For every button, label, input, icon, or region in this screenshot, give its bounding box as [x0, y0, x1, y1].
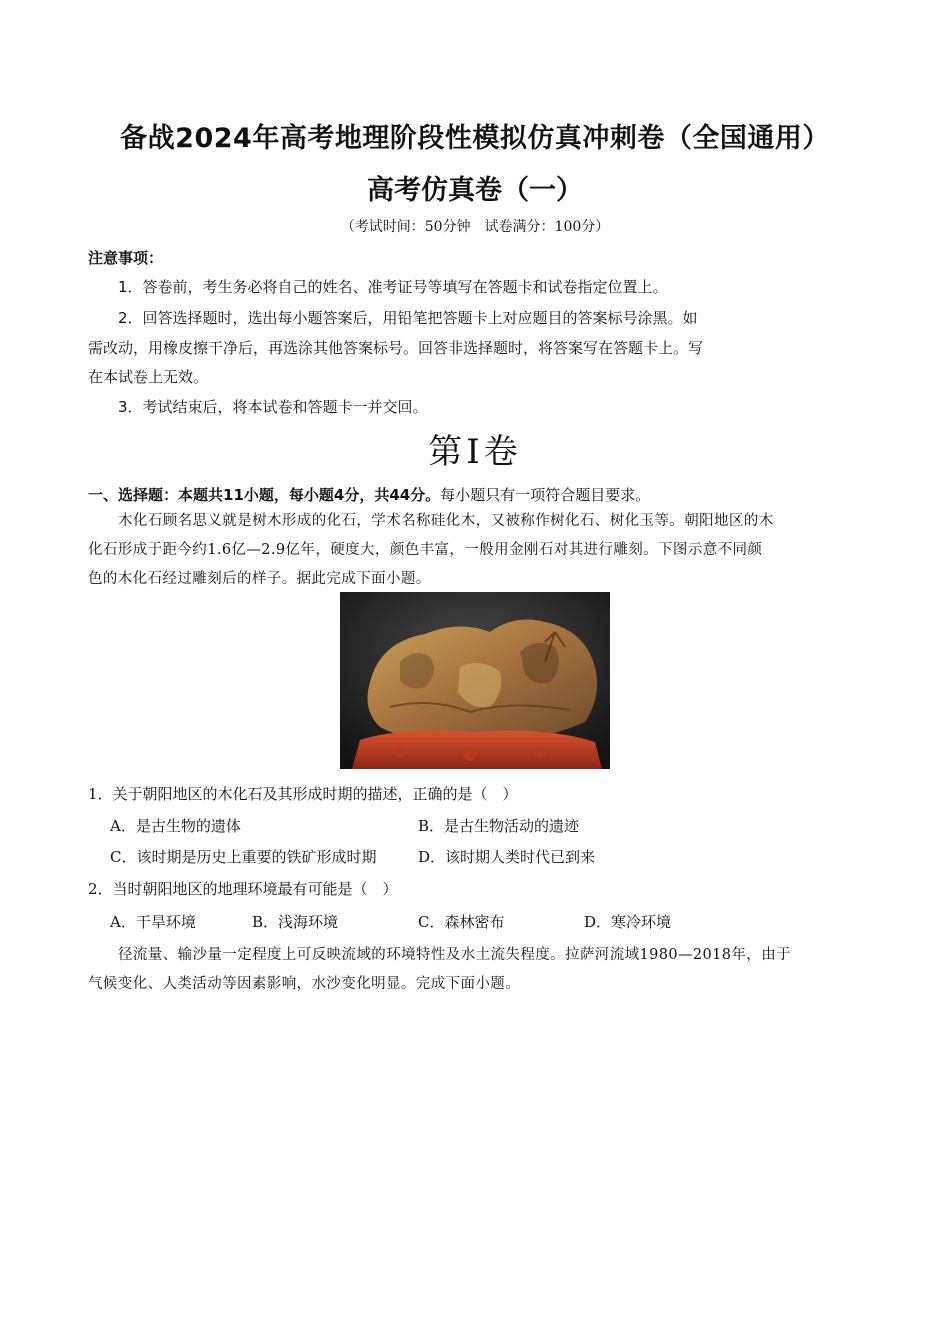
- passage1-line-2: 化石形成于距今约1.6亿—2.9亿年，硬度大，颜色丰富，一般用金刚石对其进行雕刻。下图示意不同颜: [88, 542, 763, 558]
- notice-item-3: 3．考试结束后，将本试卷和答题卡一并交回。: [118, 398, 428, 416]
- document-subtitle: 高考仿真卷（一）: [367, 175, 583, 206]
- passage2-line-2: 气候变化、人类活动等因素影响，水沙变化明显。完成下面小题。: [88, 976, 521, 992]
- question-2-option-c: C．森林密布: [418, 913, 505, 931]
- part-title: 第Ⅰ卷: [428, 432, 522, 472]
- question-2-option-a: A．干旱环境: [110, 913, 196, 931]
- question-1-option-c: C．该时期是历史上重要的铁矿形成时期: [110, 848, 377, 866]
- question-2-option-b: B．浅海环境: [252, 913, 339, 931]
- passage2-line-1: 径流量、输沙量一定程度上可反映流域的环境特性及水土流失程度。拉萨河流域1980—2018年，由于: [118, 947, 791, 963]
- passage1-line-3: 色的木化石经过雕刻后的样子。据此完成下面小题。: [88, 571, 431, 587]
- notice-item-2-line-2: 需改动，用橡皮擦干净后，再选涂其他答案标号。回答非选择题时，将答案写在答题卡上。写: [88, 339, 704, 357]
- section-heading-rest: 每小题只有一项符合题目要求。: [440, 486, 651, 504]
- question-1-option-a: A．是古生物的遗体: [110, 817, 241, 835]
- document-title: 备战2024年高考地理阶段性模拟仿真冲刺卷（全国通用）: [120, 123, 830, 154]
- question-1-stem: 1．关于朝阳地区的木化石及其形成时期的描述，正确的是（ ）: [88, 785, 518, 803]
- question-1-option-d: D．该时期人类时代已到来: [418, 848, 596, 866]
- section-heading: [88, 484, 650, 505]
- notice-item-1: 1．答卷前，考生务必将自己的姓名、准考证号等填写在答题卡和试卷指定位置上。: [118, 278, 668, 296]
- question-2-stem: 2．当时朝阳地区的地理环境最有可能是（ ）: [88, 880, 398, 898]
- section-heading-bold: 一、选择题：本题共11小题，每小题4分，共44分。: [88, 486, 441, 504]
- notice-item-2-line-3: 在本试卷上无效。: [88, 368, 209, 386]
- notice-item-2-line-1: 2．回答选择题时，选出每小题答案后，用铅笔把答题卡上对应题目的答案标号涂黑。如: [118, 309, 698, 327]
- petrified-wood-carving-image: [340, 592, 610, 769]
- notice-heading: 注意事项：: [88, 249, 164, 267]
- exam-info: （考试时间：50分钟 试卷满分：100分）: [340, 219, 610, 235]
- question-1-option-b: B．是古生物活动的遗迹: [418, 817, 580, 835]
- passage1-line-1: 木化石顾名思义就是树木形成的化石，学术名称硅化木，又被称作树化石、树化玉等。朝阳地区的木: [118, 513, 774, 529]
- question-2-option-d: D．寒冷环境: [584, 913, 672, 931]
